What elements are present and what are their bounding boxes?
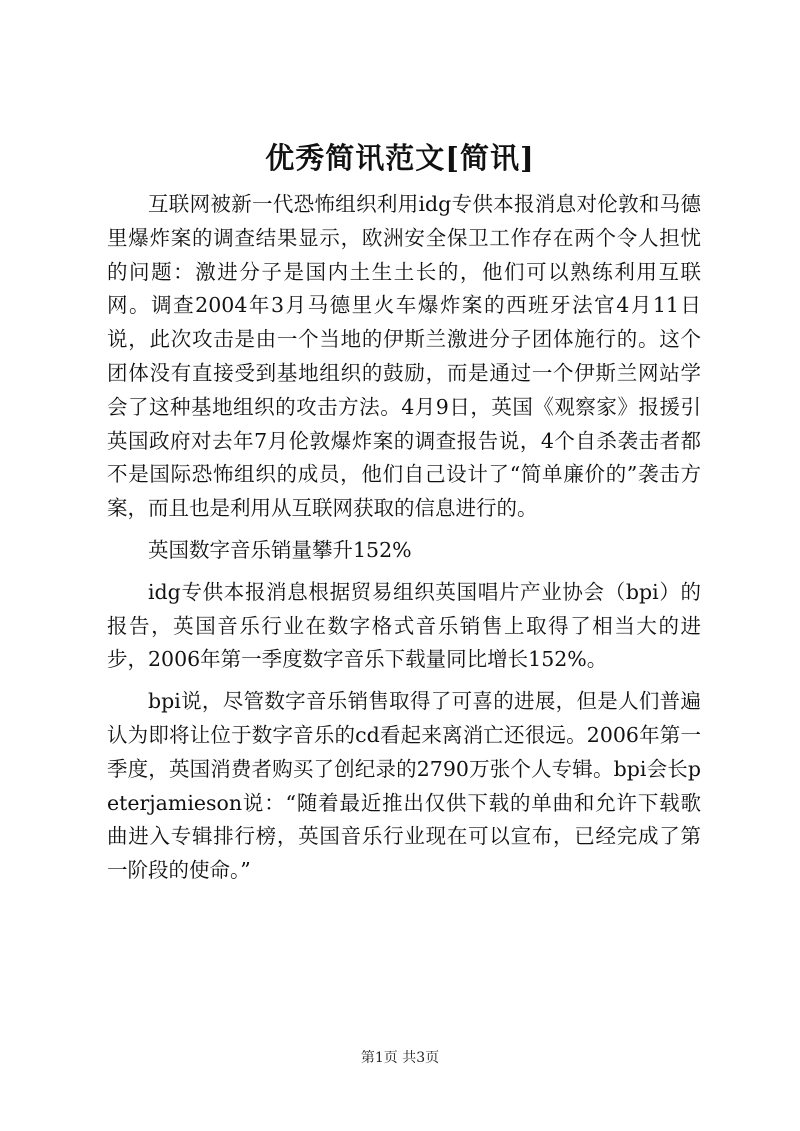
paragraph-bpi-report: idg专供本报消息根据贸易组织英国唱片产业协会（bpi）的报告，英国音乐行业在数字格式音乐销售上取得了相当大的进步，2006年第一季度数字音乐下载量同比增长152%。 [107, 579, 701, 672]
paragraph-bpi-statement: bpi说，尽管数字音乐销售取得了可喜的进展，但是人们普遍认为即将让位于数字音乐的cd看起来离消亡还很远。2006年第一季度，英国消费者购买了创纪录的2790万张个人专辑。bpi会长peterjamieson说：“随着最近推出仅供下载的单曲和允许下载歌曲进入专辑排行榜，英国音乐行业现在可以宣布，已经完成了第一阶段的使命。” [107, 689, 701, 883]
paragraph-digital-music-heading: 英国数字音乐销量攀升152% [148, 537, 412, 562]
paragraph-internet-terrorism: 互联网被新一代恐怖组织利用idg专供本报消息对伦敦和马德里爆炸案的调查结果显示，欧洲安全保卫工作存在两个令人担忧的问题：激进分子是国内土生土长的，他们可以熟练利用互联网。调查2004年3月马德里火车爆炸案的西班牙法官4月11日说，此次攻击是由一个当地的伊斯兰激进分子团体施行的。这个团体没有直接受到基地组织的鼓励，而是通过一个伊斯兰网站学会了这种基地组织的攻击方法。4月9日，英国《观察家》报援引英国政府对去年7月伦敦爆炸案的调查报告说，4个自杀袭击者都不是国际恐怖组织的成员，他们自己设计了“简单廉价的”袭击方案，而且也是利用从互联网获取的信息进行的。 [107, 192, 701, 521]
document-title: 优秀简讯范文[简讯] [265, 141, 535, 175]
document-body [107, 188, 701, 896]
page-number: 第1页 共3页 [360, 1050, 440, 1066]
